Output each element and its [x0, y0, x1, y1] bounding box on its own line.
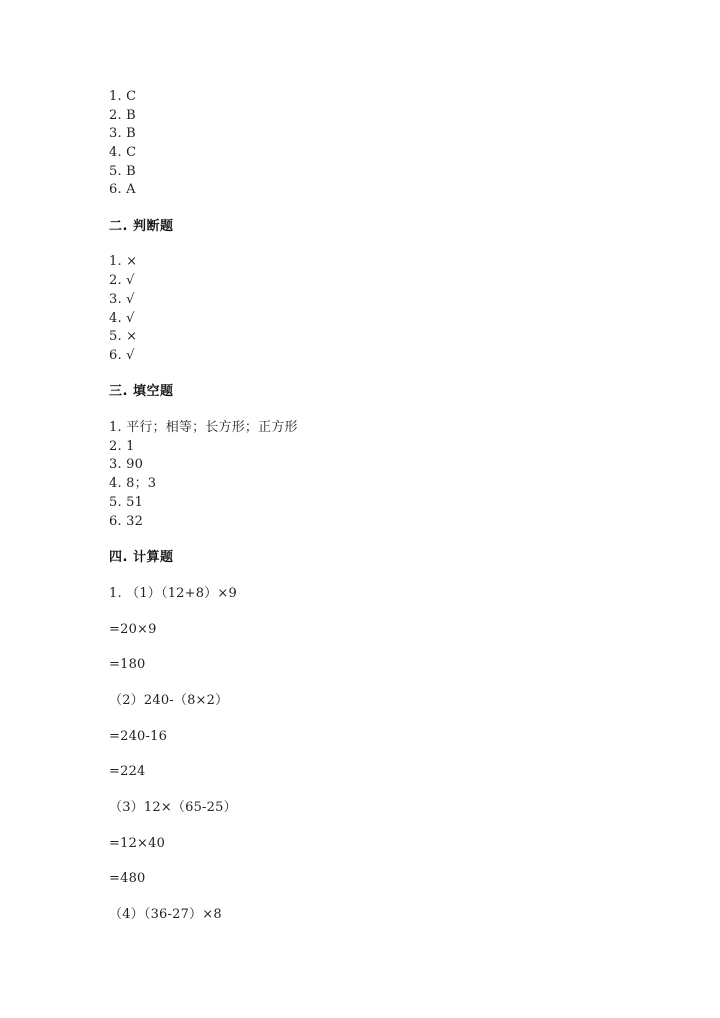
choice-answer-6: 6. A: [109, 182, 136, 197]
judgement-answer-1: 1. ×: [109, 254, 138, 269]
calc-line-6: =224: [109, 764, 146, 779]
judgement-answer-3: 3. √: [109, 292, 135, 307]
fill-blank-answer-2: 2. 1: [109, 439, 135, 454]
choice-answer-4: 4. C: [109, 145, 137, 160]
judgement-answer-5: 5. ×: [109, 329, 138, 344]
calc-line-10: （4）（36-27）×8: [109, 907, 222, 922]
section-heading-calculation: 四. 计算题: [109, 550, 174, 565]
choice-answer-2: 2. B: [109, 108, 136, 123]
choice-answer-1: 1. C: [109, 89, 137, 104]
calc-line-7: （3）12×（65-25）: [109, 800, 237, 815]
calc-line-3: =180: [109, 657, 146, 672]
judgement-answer-4: 4. √: [109, 311, 135, 326]
choice-answer-3: 3. B: [109, 126, 136, 141]
fill-blank-answer-6: 6. 32: [109, 514, 144, 529]
fill-blank-answer-4: 4. 8；3: [109, 476, 157, 491]
calc-line-8: =12×40: [109, 836, 166, 851]
judgement-answer-2: 2. √: [109, 273, 135, 288]
section-heading-fill-blank: 三. 填空题: [109, 384, 174, 399]
choice-answer-5: 5. B: [109, 164, 136, 179]
calc-line-1: 1. （1）（12+8）×9: [109, 586, 237, 601]
fill-blank-answer-1: 1. 平行；相等；长方形；正方形: [109, 420, 298, 435]
fill-blank-answer-3: 3. 90: [109, 457, 144, 472]
fill-blank-answer-5: 5. 51: [109, 495, 144, 510]
calc-line-9: =480: [109, 871, 146, 886]
calc-line-2: =20×9: [109, 622, 157, 637]
calc-line-5: =240-16: [109, 729, 168, 744]
calc-line-4: （2）240-（8×2）: [109, 693, 229, 708]
judgement-answer-6: 6. √: [109, 348, 135, 363]
section-heading-judgement: 二. 判断题: [109, 219, 174, 234]
